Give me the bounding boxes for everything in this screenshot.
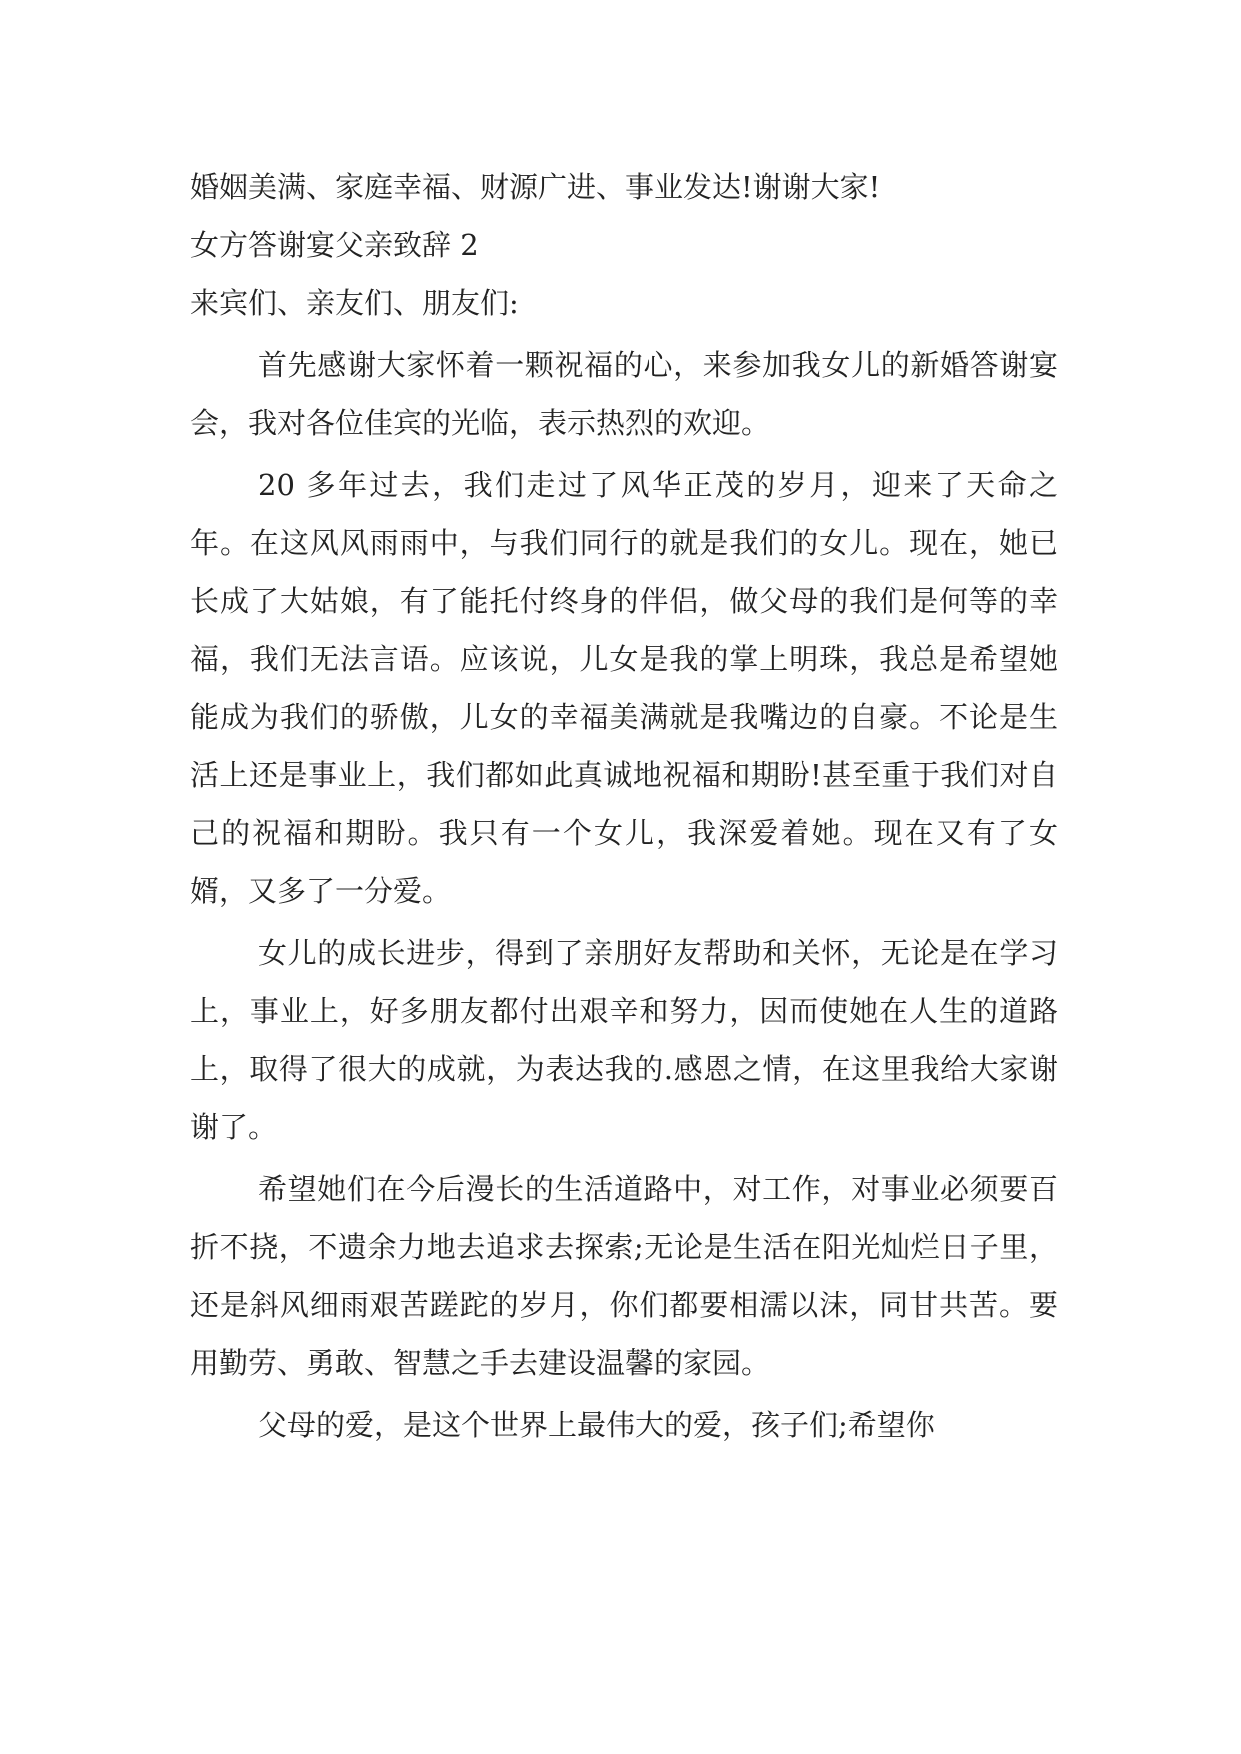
document-heading: 女方答谢宴父亲致辞 2 [190, 228, 479, 262]
paragraph: 女儿的成长进步，得到了亲朋好友帮助和关怀，无论是在学习上，事业上，好多朋友都付出艰辛和努力，因而使她在人生的道路上，取得了很大的成就，为表达我的.感恩之情，在这里我给大家谢谢了。 [190, 936, 1058, 1144]
paragraph: 20 多年过去，我们走过了风华正茂的岁月，迎来了天命之年。在这风风雨雨中，与我们同行的就是我们的女儿。现在，她已长成了大姑娘，有了能托付终身的伴侣，做父母的我们是何等的幸福，我们无法言语。应该说，儿女是我的掌上明珠，我总是希望她能成为我们的骄傲，儿女的幸福美满就是我嘴边的自豪。不论是生活上还是事业上，我们都如此真诚地祝福和期盼!甚至重于我们对自己的祝福和期盼。我只有一个女儿，我深爱着她。现在又有了女婿，又多了一分爱。 [190, 468, 1058, 908]
paragraph: 父母的爱，是这个世界上最伟大的爱，孩子们;希望你 [258, 1408, 935, 1442]
paragraph: 首先感谢大家怀着一颗祝福的心，来参加我女儿的新婚答谢宴会，我对各位佳宾的光临，表示热烈的欢迎。 [190, 348, 1058, 440]
opening-line: 婚姻美满、家庭幸福、财源广进、事业发达!谢谢大家! [190, 170, 881, 204]
salutation: 来宾们、亲友们、朋友们: [190, 286, 519, 320]
paragraph: 希望她们在今后漫长的生活道路中，对工作，对事业必须要百折不挠，不遗余力地去追求去探索;无论是生活在阳光灿烂日子里，还是斜风细雨艰苦蹉跎的岁月，你们都要相濡以沫，同甘共苦。要用勤劳、勇敢、智慧之手去建设温馨的家园。 [190, 1172, 1058, 1380]
document-body [190, 158, 1058, 1454]
